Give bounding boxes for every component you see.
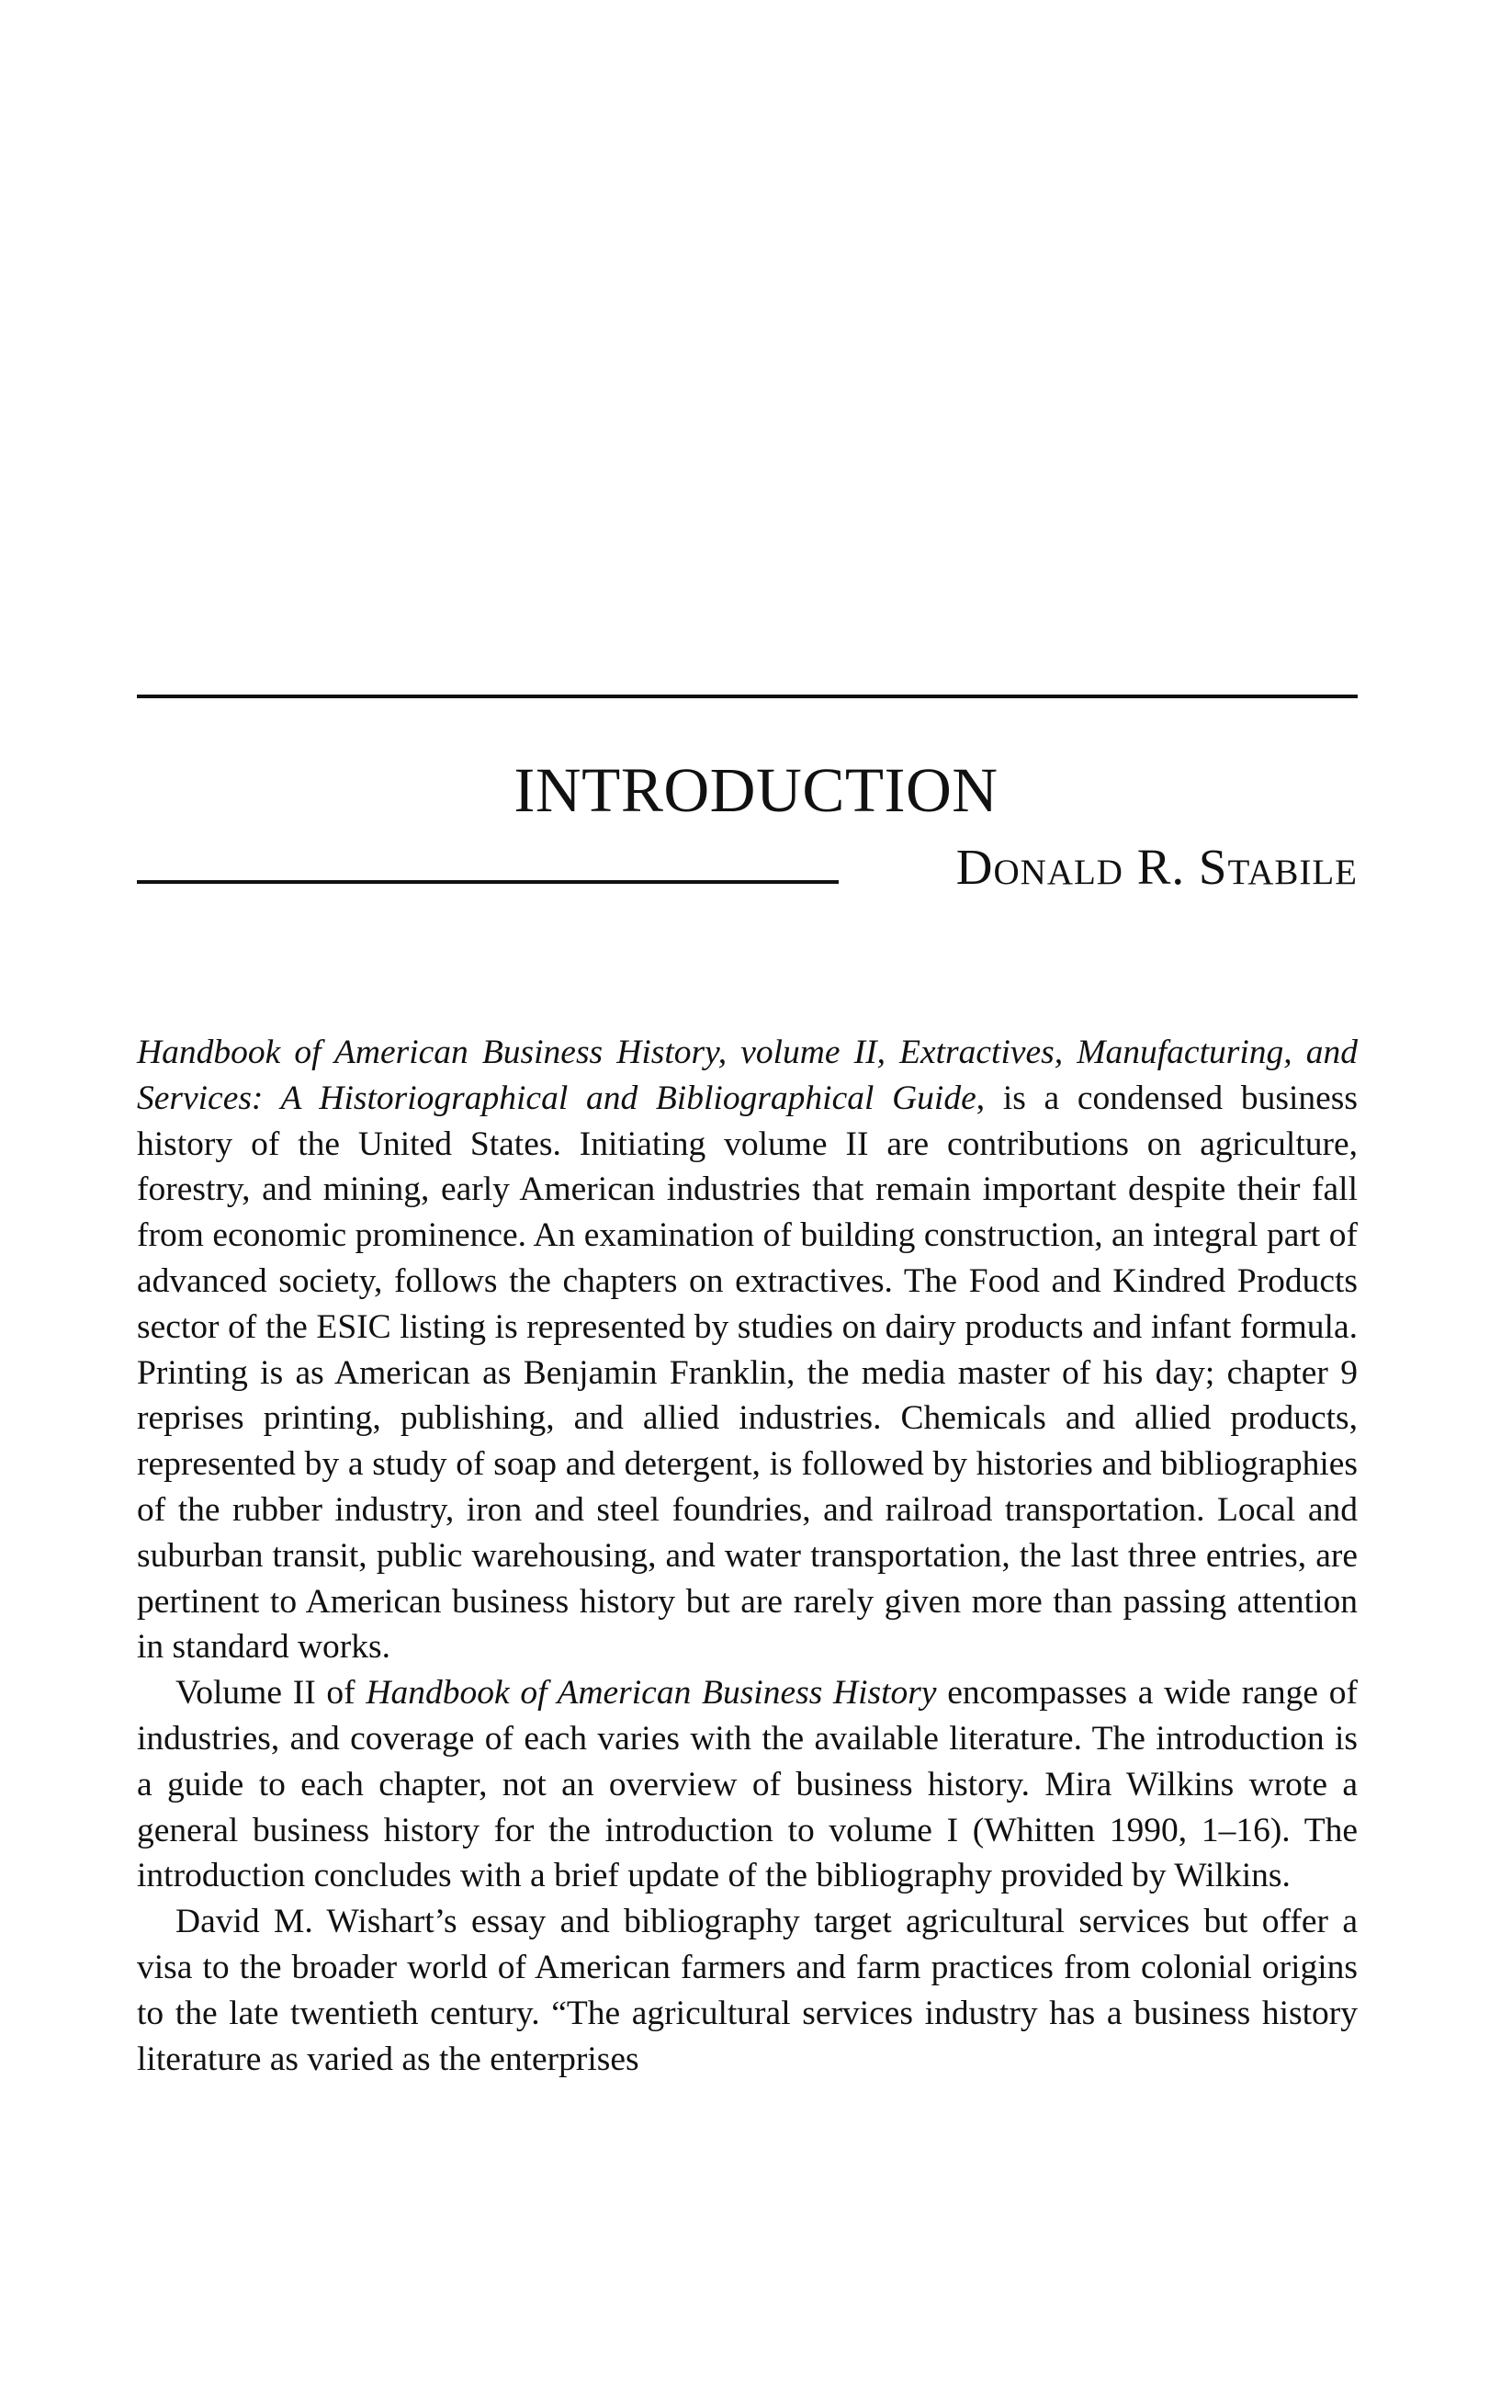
top-rule [137, 695, 1358, 698]
paragraph-2-lead: Volume II of [175, 1674, 367, 1713]
chapter-author: Donald R. Stabile [955, 839, 1358, 895]
paragraph-2-text: encompasses a wide range of industries, and coverage of each varies with the available literature. The introduction is a guide to each chapter, not an overview of business history. Mira Wilkins wrote a general business history for the introduction to volume I (Whitten 1990, 1–16). The introduction concludes with a brief update of the bibliography provided by Wilkins. [137, 1674, 1358, 1895]
paragraph-2-italic: Handbook of American Business History [366, 1674, 937, 1713]
paragraph-1-text: , is a condensed business history of the United States. Initiating volume II are contributions on agriculture, forestry, and mining, early American industries that remain important despite their fall from economic prominence. An examination of building construction, an integral part of advanced society, follows the chapters on extractives. The Food and Kindred Products sector of the ESIC listing is represented by studies on dairy products and infant formula. Printing is as American as Benjamin Franklin, the media master of his day; chapter 9 reprises printing, publishing, and allied industries. Chemicals and allied products, represented by a study of soap and detergent, is followed by histories and bibliographies of the rubber industry, iron and steel foundries, and railroad transportation. Local and suburban transit, public warehousing, and water transportation, the last three entries, are pertinent to American business history but are rarely given more than passing attention in standard works. [137, 1079, 1358, 1667]
body-text [137, 1030, 1358, 2082]
paragraph-2 [137, 1670, 1358, 1899]
author-rule [137, 880, 839, 884]
paragraph-3-text: David M. Wishart’s essay and bibliography target agricultural services but offer a visa to the broader world of American farmers and farm practices from colonial origins to the late twentieth century. “The agricultural services industry has a business history literature as varied as the enterprises [137, 1903, 1358, 2078]
paragraph-1 [137, 1030, 1358, 1670]
paragraph-3 [137, 1899, 1358, 2082]
book-title-italic: Handbook of American Business History, volume II, Extractives, Manufacturing, and Services: A Historiographical and Bibliographical Guide [137, 1034, 1358, 1117]
chapter-title: INTRODUCTION [513, 755, 999, 825]
